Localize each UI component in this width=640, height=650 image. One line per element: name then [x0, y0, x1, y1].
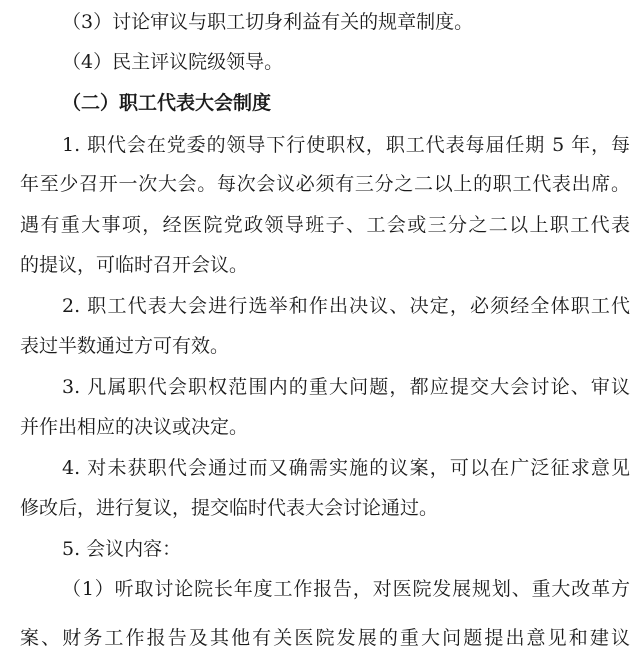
- paragraph-line: 修改后，进行复议，提交临时代表大会讨论通过。: [20, 497, 439, 519]
- paragraph-line: 3. 凡属职代会职权范围内的重大问题，都应提交大会讨论、审议: [62, 376, 630, 398]
- paragraph-line: （4）民主评议院级领导。: [62, 51, 284, 73]
- section-heading: （二）职工代表大会制度: [62, 92, 272, 114]
- paragraph-line: 2. 职工代表大会进行选举和作出决议、决定，必须经全体职工代: [62, 295, 630, 317]
- paragraph-line: 年至少召开一次大会。每次会议必须有三分之二以上的职工代表出席。: [20, 173, 630, 195]
- paragraph-line: 的提议，可临时召开会议。: [20, 254, 249, 276]
- paragraph-line-cut-off: 案、财务工作报告及其他有关医院发展的重大问题提出意见和建议: [20, 627, 630, 649]
- paragraph-line: 5. 会议内容：: [62, 538, 182, 560]
- paragraph-line: （1）听取讨论院长年度工作报告，对医院发展规划、重大改革方: [62, 578, 630, 600]
- paragraph-line: 1. 职代会在党委的领导下行使职权，职工代表每届任期 5 年，每: [62, 134, 630, 156]
- paragraph-line: （3）讨论审议与职工切身利益有关的规章制度。: [62, 11, 474, 33]
- paragraph-line: 并作出相应的决议或决定。: [20, 416, 249, 438]
- paragraph-line: 4. 对未获职代会通过而又确需实施的议案，可以在广泛征求意见: [62, 457, 630, 479]
- paragraph-line: 遇有重大事项，经医院党政领导班子、工会或三分之二以上职工代表: [20, 214, 630, 236]
- paragraph-line: 表过半数通过方可有效。: [20, 335, 230, 357]
